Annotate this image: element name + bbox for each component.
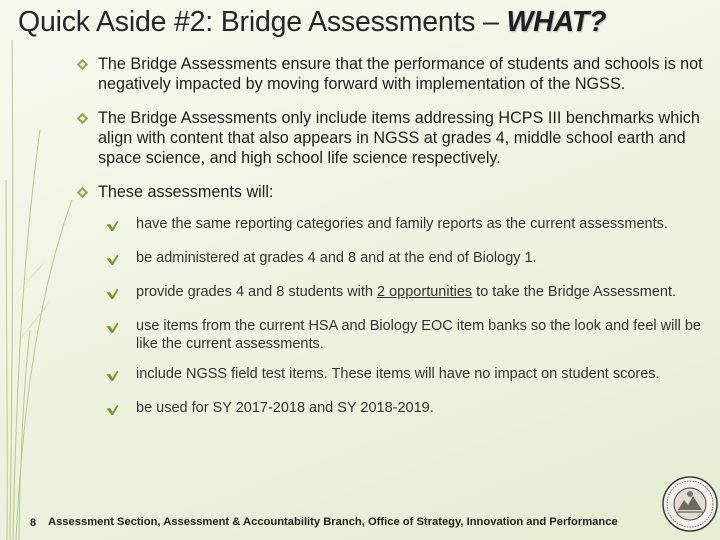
bullet-item [76, 54, 716, 94]
sub-bullet-text-end: to take the Bridge Assessment. [472, 284, 677, 300]
sub-bullet-text: have the same reporting categories and family reports as the current assessments. [136, 216, 668, 232]
sub-bullet-item [106, 400, 716, 421]
decorative-lines [0, 0, 80, 540]
slide-footer [0, 514, 720, 536]
slide-title [18, 6, 718, 39]
sub-bullet-text [136, 284, 676, 305]
sub-bullet-item [106, 250, 716, 271]
sub-bullet-text: be administered at grades 4 and 8 and at the end of Biology 1. [136, 250, 537, 266]
bullet-text: The Bridge Assessments ensure that the performance of students and schools is not negatively impacted by moving forward with implementation of the NGSS. [98, 55, 703, 93]
sub-bullet-item [106, 318, 716, 353]
diamond-bullet-icon [76, 182, 98, 204]
sub-bullet-text: use items from the current HSA and Biology EOC item banks so the look and feel will be like the current assessments. [136, 318, 701, 352]
checkmark-bullet-icon [106, 400, 136, 421]
sub-bullet-item [106, 284, 716, 305]
diamond-bullet-icon [76, 108, 98, 168]
title-main: Quick Aside #2: Bridge Assessments – [18, 6, 507, 38]
underlined-phrase: 2 opportunities [377, 284, 473, 300]
bullet-item [76, 182, 716, 204]
page-number: 8 [30, 517, 37, 529]
title-emphasis: WHAT? [506, 6, 607, 38]
checkmark-bullet-icon [106, 318, 136, 353]
sub-bullet-item [106, 216, 716, 237]
sub-bullet-text-start: provide grades 4 and 8 students with [136, 284, 378, 300]
footer-text: Assessment Section, Assessment & Accountability Branch, Office of Strategy, Innovation and Performance [48, 516, 618, 528]
sub-bullet-item [106, 366, 716, 387]
bullet-text: The Bridge Assessments only include items addressing HCPS III benchmarks which align with content that also appears in NGSS at grades 4, middle school earth and space science, and high school life science respectively. [98, 109, 700, 167]
bullet-text: These assessments will: [98, 183, 274, 201]
checkmark-bullet-icon [106, 366, 136, 387]
diamond-bullet-icon [76, 54, 98, 94]
sub-bullet-text: be used for SY 2017-2018 and SY 2018-2019. [136, 400, 434, 416]
bullet-item [76, 108, 716, 168]
sub-bullet-text: include NGSS field test items. These items will have no impact on student scores. [136, 366, 660, 382]
checkmark-bullet-icon [106, 216, 136, 237]
slide-content [76, 54, 716, 434]
checkmark-bullet-icon [106, 284, 136, 305]
checkmark-bullet-icon [106, 250, 136, 271]
sub-bullet-list [106, 216, 716, 421]
